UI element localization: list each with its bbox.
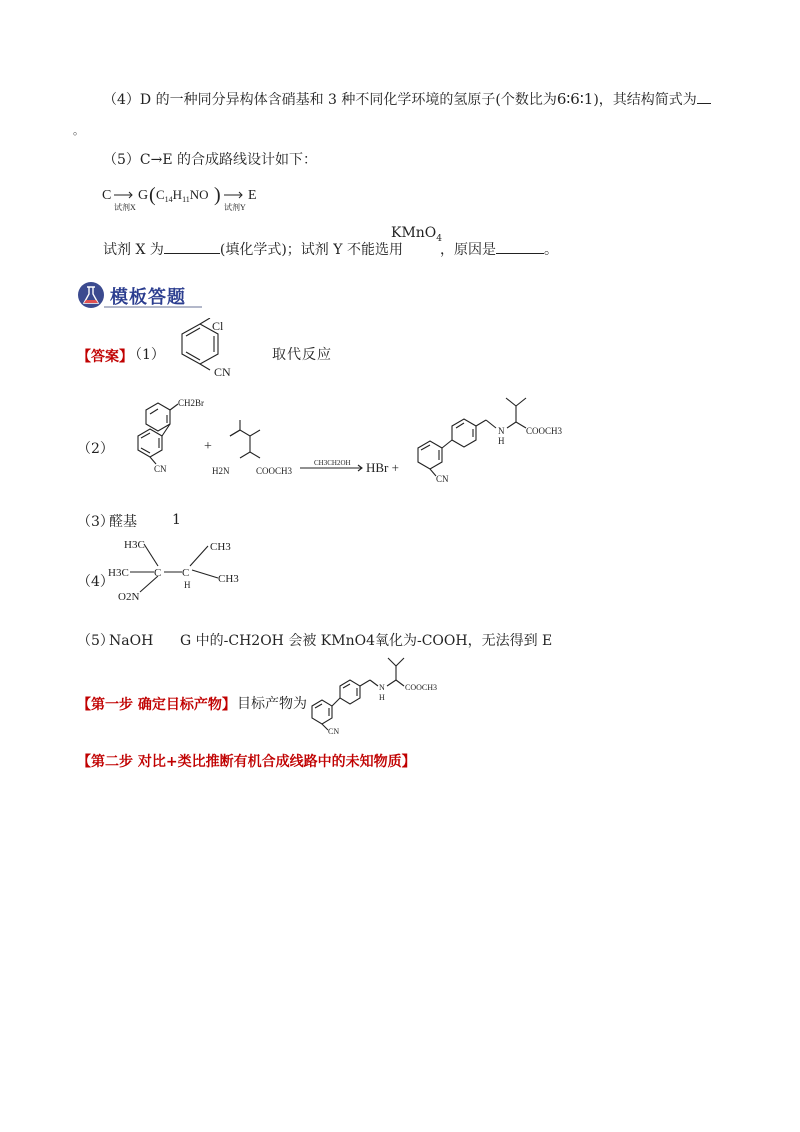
svg-text:N: N	[379, 683, 385, 692]
answer-blank[interactable]	[697, 89, 711, 104]
answer-4-label: （4）	[77, 574, 114, 590]
svg-text:COOCH3: COOCH3	[405, 683, 438, 692]
svg-text:CH3CH2OH: CH3CH2OH	[314, 459, 351, 467]
route-start: C	[102, 188, 112, 203]
answer-blank-reason[interactable]	[496, 239, 544, 254]
answer-5-reagent: NaOH	[109, 633, 154, 649]
step-1-tag: 【第一步 确定目标产物】	[77, 697, 236, 713]
question-4-end: 。	[73, 124, 84, 137]
answer-tag: 【答案】	[77, 349, 133, 365]
svg-text:(: (	[149, 184, 156, 206]
svg-text:CN: CN	[328, 727, 340, 734]
svg-text:G: G	[138, 188, 149, 203]
answer-3-label: （3）	[77, 514, 114, 530]
question-5-line3-end: ，原因是 。	[440, 239, 558, 259]
svg-text:CN: CN	[154, 464, 167, 474]
svg-text:N: N	[498, 426, 505, 436]
question-5-line3: 试剂 X 为 (填化学式)；试剂 Y 不能选用	[103, 239, 403, 259]
answer-1-structure	[160, 318, 240, 384]
svg-text:CN: CN	[436, 474, 449, 484]
svg-text:H3C: H3C	[124, 539, 145, 551]
answer-2-equation	[100, 392, 600, 496]
svg-text:COOCH3: COOCH3	[256, 466, 293, 476]
synthesis-route	[102, 182, 272, 220]
answer-5-reason: G 中的-CH2OH 会被 KMnO4氧化为-COOH，无法得到 E	[180, 633, 553, 649]
g-formula: $C_{14}H_{11}NO$	[156, 187, 209, 204]
question-5: （5）C→E 的合成路线设计如下：	[103, 152, 318, 168]
svg-text:H2N: H2N	[212, 466, 230, 476]
svg-text:+: +	[204, 439, 212, 454]
reagent-x-label: 试剂X	[114, 203, 136, 212]
answer-blank-x[interactable]	[164, 239, 220, 254]
answer-1-label: （1）	[128, 347, 165, 363]
answer-5-label: （5）	[77, 633, 114, 649]
kmno4-label: KMnO$_4$	[391, 225, 443, 244]
svg-text:CH3: CH3	[210, 541, 231, 553]
cn-group: CN	[214, 365, 231, 379]
step-2-tag: 【第二步 对比+类比推断有机合成线路中的未知物质】	[77, 754, 416, 770]
step-1-text: 目标产物为	[237, 696, 307, 712]
svg-text:H: H	[498, 436, 505, 446]
svg-text:C: C	[154, 567, 162, 579]
answer-3-text: 醛基	[109, 514, 137, 530]
answer-3-number: 1	[172, 512, 181, 528]
section-title: 模板答题	[110, 287, 186, 308]
svg-text:CH2Br: CH2Br	[178, 398, 205, 408]
svg-text:C: C	[182, 567, 190, 579]
answer-4-structure	[104, 534, 244, 610]
question-4: （4）D 的一种同分异构体含硝基和 3 种不同化学环境的氢原子(个数比为6∶6∶1)，其结构简式为	[103, 89, 711, 109]
svg-text:H: H	[379, 693, 385, 702]
svg-text:COOCH3: COOCH3	[526, 426, 563, 436]
section-header	[76, 280, 206, 312]
cl-atom: Cl	[212, 319, 224, 333]
route-end: E	[248, 188, 257, 203]
svg-text:): )	[214, 184, 221, 206]
svg-text:H: H	[184, 580, 191, 590]
answer-2-label: （2）	[77, 441, 114, 457]
answer-1-text: 取代反应	[272, 347, 332, 363]
reagent-y-label: 试剂Y	[224, 203, 246, 212]
svg-text:CH3: CH3	[218, 573, 239, 585]
svg-text:O2N: O2N	[118, 591, 140, 603]
svg-text:H3C: H3C	[108, 567, 129, 579]
svg-text:HBr +: HBr +	[366, 460, 399, 475]
target-product-structure	[302, 654, 452, 738]
